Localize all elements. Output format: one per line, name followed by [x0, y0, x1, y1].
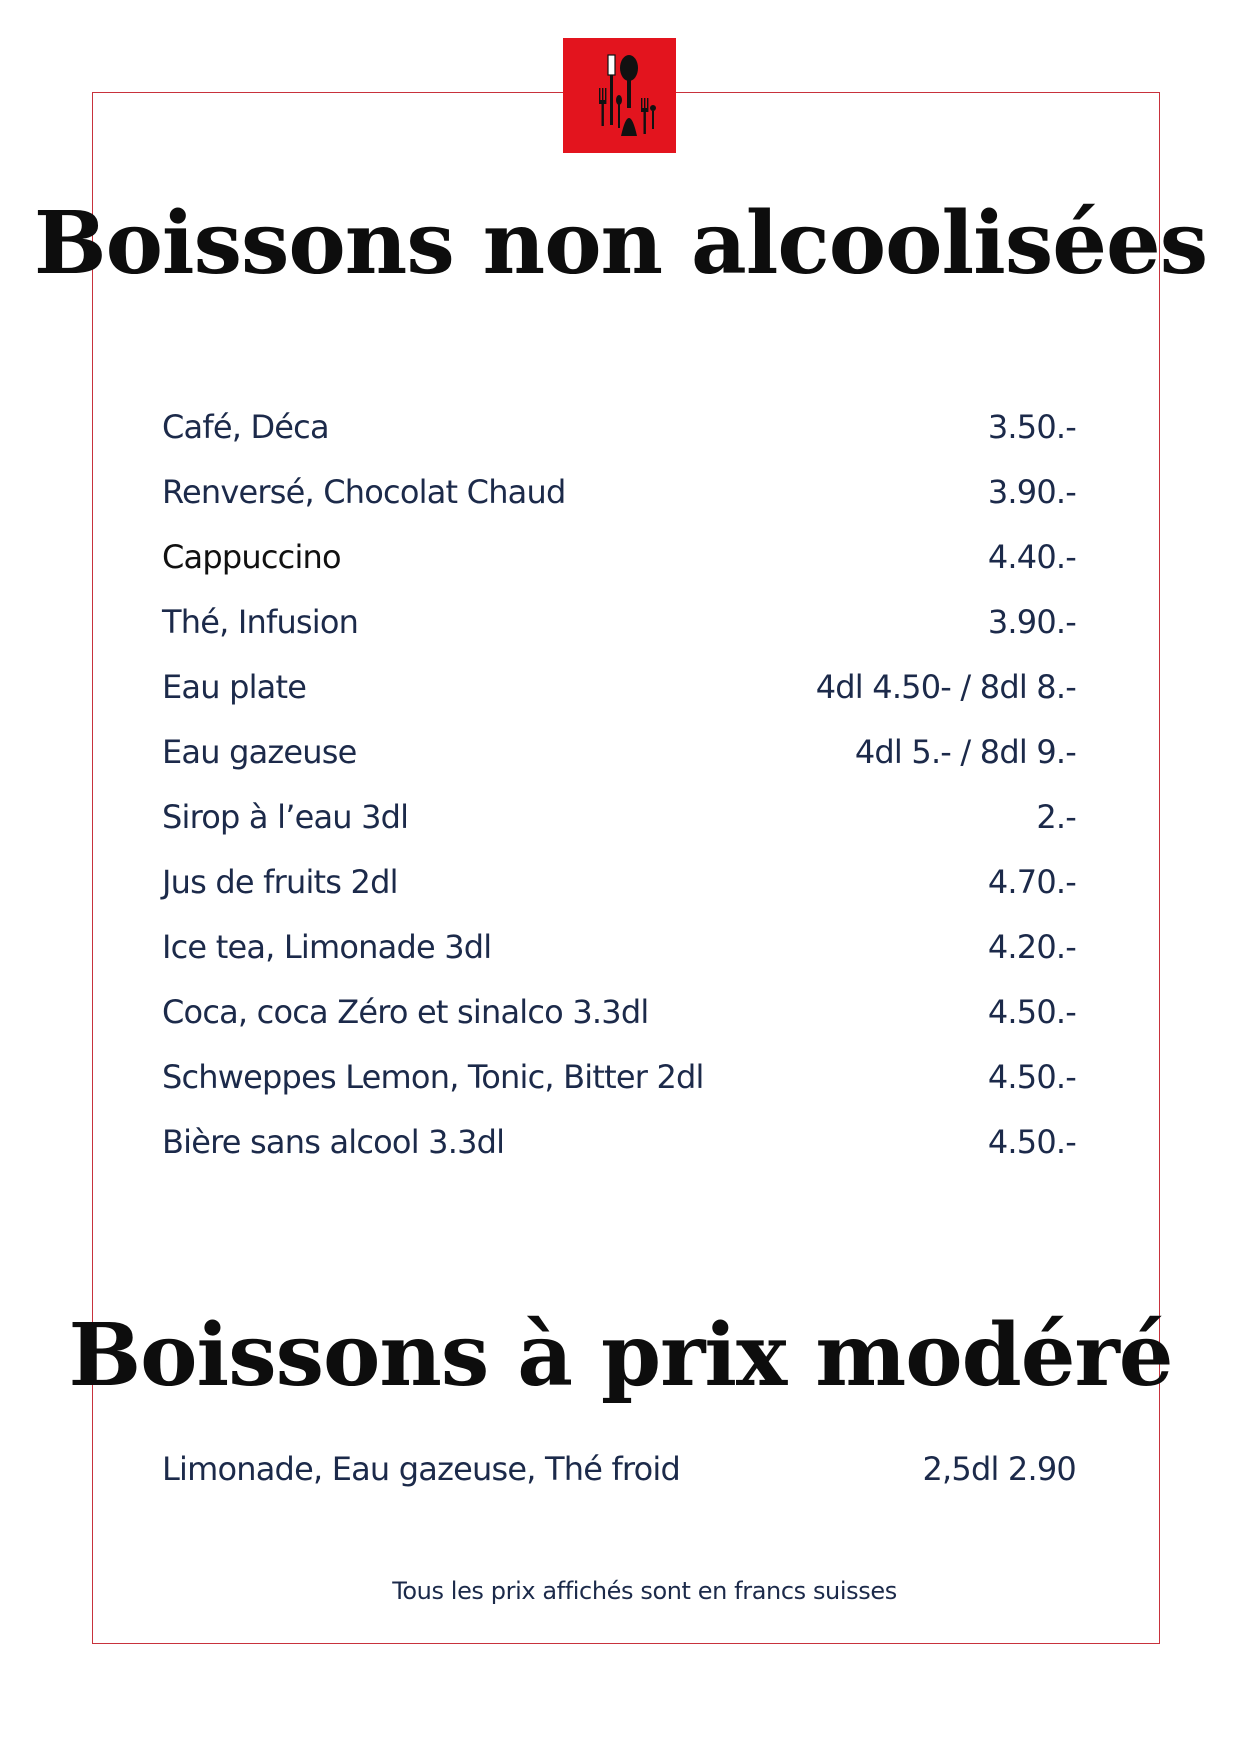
menu-item-name: Cappuccino: [162, 538, 341, 576]
menu-item-price: 2.-: [1036, 798, 1076, 836]
menu-item-price: 4.70.-: [987, 863, 1076, 901]
cutlery-logo-icon: [563, 38, 676, 153]
menu-item-name: Sirop à l’eau 3dl: [162, 798, 409, 836]
menu-item-name: Café, Déca: [162, 408, 329, 446]
menu-item: [162, 794, 1076, 840]
menu-item: [162, 729, 1076, 775]
menu-item-name: Bière sans alcool 3.3dl: [162, 1123, 505, 1161]
currency-footnote: Tous les prix affichés sont en francs suisses: [392, 1577, 897, 1605]
menu-item-name: Eau gazeuse: [162, 733, 357, 771]
menu-item-price: 4.50.-: [987, 993, 1076, 1031]
menu-item: [162, 989, 1076, 1035]
menu-item-name: Eau plate: [162, 668, 307, 706]
menu-item-name: Schweppes Lemon, Tonic, Bitter 2dl: [162, 1058, 704, 1096]
menu-item-name: Renversé, Chocolat Chaud: [162, 473, 566, 511]
menu-item-price: 4.20.-: [987, 928, 1076, 966]
menu-item: [162, 534, 1076, 580]
menu-item-price: 4dl 5.- / 8dl 9.-: [854, 733, 1076, 771]
menu-item-price: 3.90.-: [987, 603, 1076, 641]
menu-item: [162, 859, 1076, 905]
menu-item-price: 4.50.-: [987, 1123, 1076, 1161]
menu-item: [162, 924, 1076, 970]
menu-item-price: 4.40.-: [987, 538, 1076, 576]
menu-item: [162, 664, 1076, 710]
menu-item: [162, 599, 1076, 645]
menu-item-name: Limonade, Eau gazeuse, Thé froid: [162, 1450, 680, 1488]
menu-item-name: Coca, coca Zéro et sinalco 3.3dl: [162, 993, 649, 1031]
section-title-moderate-price: Boissons à prix modéré: [68, 1305, 1173, 1406]
menu-item-price: 3.50.-: [987, 408, 1076, 446]
menu-item-price: 4.50.-: [987, 1058, 1076, 1096]
menu-item: [162, 1446, 1076, 1492]
menu-item-price: 2,5dl 2.90: [922, 1450, 1076, 1488]
menu-item: [162, 469, 1076, 515]
menu-item-price: 3.90.-: [987, 473, 1076, 511]
menu-item-price: 4dl 4.50- / 8dl 8.-: [815, 668, 1076, 706]
menu-item: [162, 404, 1076, 450]
menu-item: [162, 1054, 1076, 1100]
menu-item-name: Thé, Infusion: [162, 603, 359, 641]
menu-item-name: Ice tea, Limonade 3dl: [162, 928, 492, 966]
section-title-non-alcoholic: Boissons non alcoolisées: [33, 193, 1208, 294]
menu-item: [162, 1119, 1076, 1165]
menu-item-name: Jus de fruits 2dl: [162, 863, 398, 901]
